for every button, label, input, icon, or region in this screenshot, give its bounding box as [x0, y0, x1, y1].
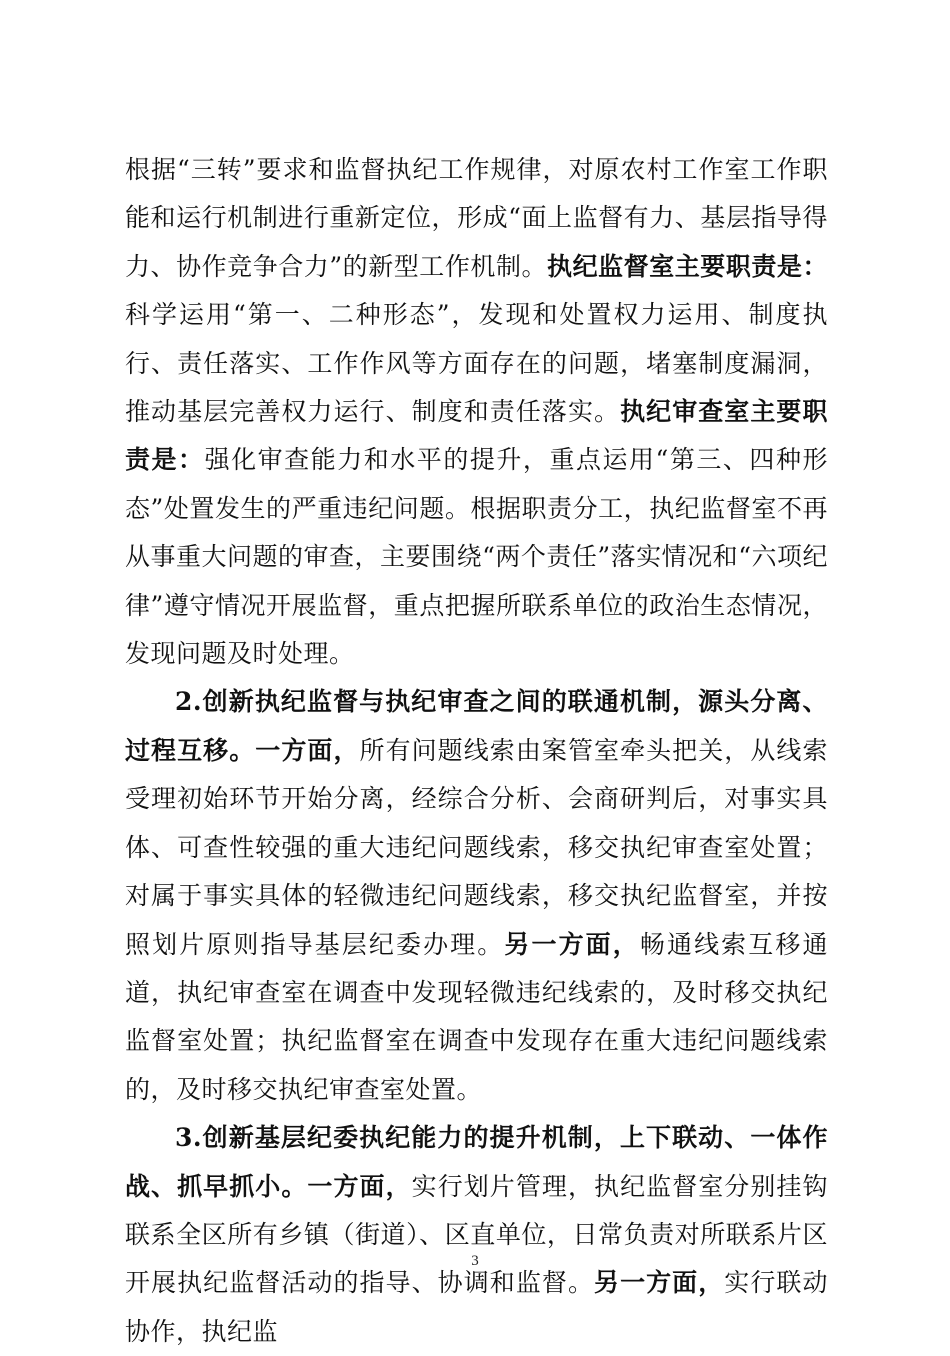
paragraph-1-text: 根据“三转”要求和监督执纪工作规律，对原农村工作室工作职能和运行机制进行重新定位，形成“面上监督有力、基层指导得力、协作竞争合力”的新型工作机制。 — [125, 155, 828, 281]
paragraph-2-heading: 2.创新执纪监督与执纪审查之间的联通机制，源头分离、过程互移。 — [125, 687, 828, 765]
paragraph-3-on-one-hand: 一方面， — [307, 1171, 412, 1201]
paragraph-1-heading-supervision: 执纪监督室主要职责是： — [547, 251, 828, 281]
paragraph-3-heading: 3.创新基层纪委执纪能力的提升机制，上下联动、一体作战、抓早抓小。 — [125, 1123, 828, 1201]
paragraph-3-on-other-hand: 另一方面， — [594, 1268, 725, 1298]
body-text — [125, 146, 828, 1356]
paragraph-2 — [125, 678, 828, 1114]
paragraph-3-text-1: 实行划片管理，执纪监督室分别挂钩联系全区所有乡镇（街道）、区直单位，日常负责对所联系片区开展执纪监督活动的指导、协调和监督。 — [125, 1171, 828, 1298]
paragraph-2-text-1: 所有问题线索由案管室牵头把关，从线索受理初始环节开始分离，经综合分析、会商研判后，对事实具体、可查性较强的重大违纪问题线索，移交执纪审查室处置；对属于事实具体的轻微违纪问题线索，移交执纪监督室，并按照划片原则指导基层纪委办理。 — [125, 735, 828, 959]
paragraph-1-text-review: 强化审查能力和水平的提升，重点运用“第三、四种形态”处置发生的严重违纪问题。根据职责分工，执纪监督室不再从事重大问题的审查，主要围绕“两个责任”落实情况和“六项纪律”遵守情况开展监督，重点把握所联系单位的政治生态情况，发现问题及时处理。 — [125, 445, 828, 669]
paragraph-2-on-one-hand: 一方面， — [255, 735, 360, 765]
paragraph-1 — [125, 146, 828, 678]
paragraph-3-text-2: 实行联动协作，执纪监 — [125, 1268, 828, 1346]
paragraph-1-heading-review: 执纪审查室主要职责是： — [125, 397, 828, 475]
page-number: 3 — [471, 1253, 479, 1269]
paragraph-2-text-2: 畅通线索互移通道，执纪审查室在调查中发现轻微违纪线索的，及时移交执纪监督室处置；执纪监督室在调查中发现存在重大违纪问题线索的，及时移交执纪审查室处置。 — [125, 929, 828, 1104]
paragraph-2-on-other-hand: 另一方面， — [504, 929, 640, 959]
paragraph-1-text-supervision: 科学运用“第一、二种形态”，发现和处置权力运用、制度执行、责任落实、工作作风等方面存在的问题，堵塞制度漏洞，推动基层完善权力运行、制度和责任落实。 — [125, 300, 828, 427]
paragraph-3 — [125, 1114, 828, 1356]
